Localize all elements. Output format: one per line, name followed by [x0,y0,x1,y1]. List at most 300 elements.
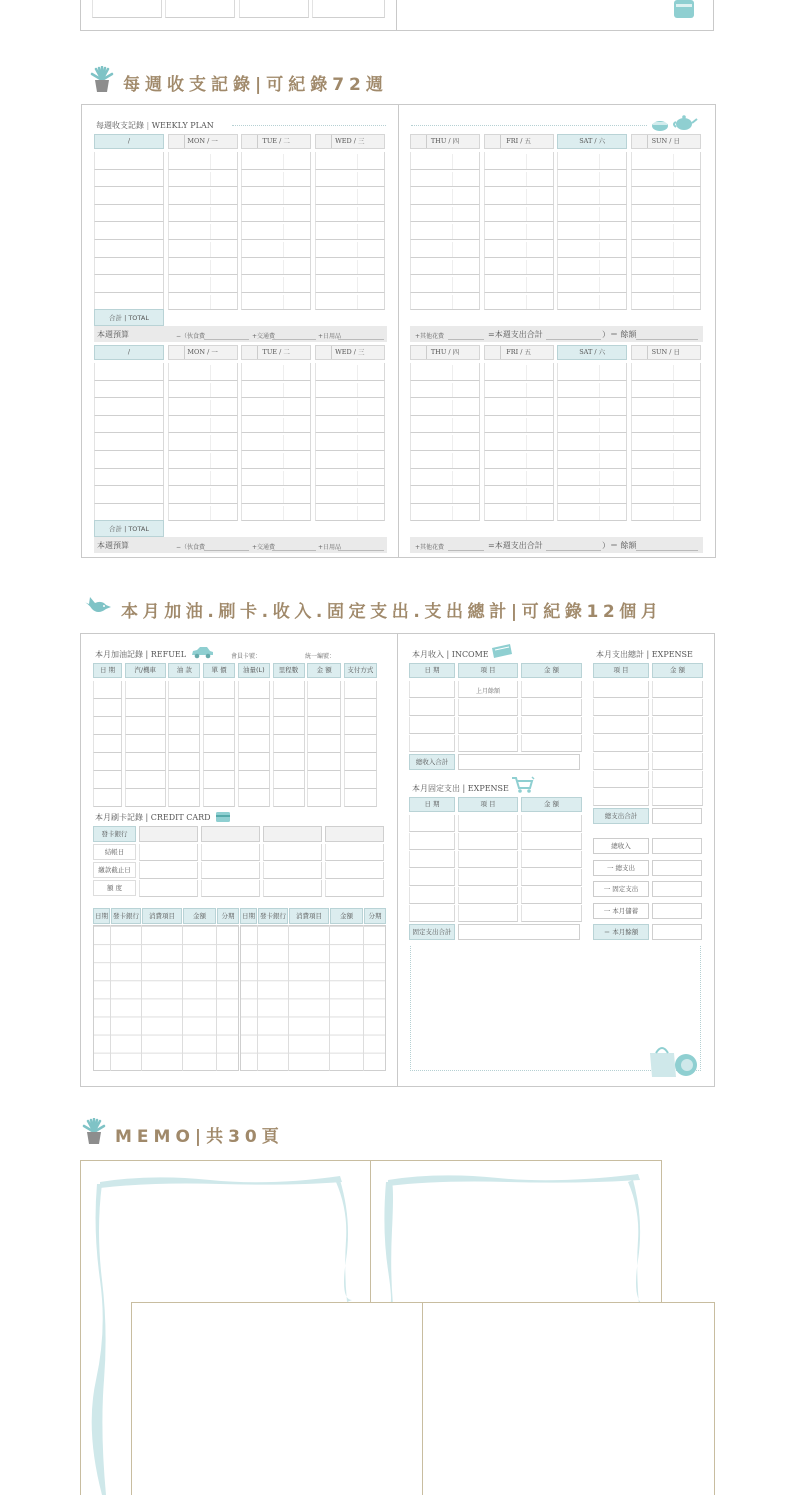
income-cell [458,717,518,734]
cell-split [283,471,284,486]
cell-split [210,471,211,486]
header-divider [500,135,501,148]
refuel-cell [238,699,270,717]
cell-split [283,435,284,450]
table-cell [241,152,311,170]
fixed-cell [409,869,455,886]
cell-split [452,260,453,275]
table-cell [94,433,164,451]
table-cell [484,398,554,416]
cell-split [357,471,358,486]
table-cell [410,258,480,276]
cell-split [452,295,453,310]
table-cell [484,222,554,240]
monthly-section-title: 本月加油.刷卡.收入.固定支出.支出總計|可紀錄12個月 [121,602,663,622]
table-cell [241,170,311,188]
fixed-cell [521,851,582,868]
table-cell [557,258,627,276]
tax-id-label: 統一編號： [305,653,336,660]
refuel-cell [344,735,377,753]
table-cell [315,170,385,188]
credit-log-vline [257,925,258,1071]
refuel-cell [273,699,305,717]
table-cell [410,205,480,223]
table-cell [168,451,238,469]
credit-cell [139,862,198,879]
balance-label: ）＝ 餘額 [602,330,637,340]
budget-underline [338,339,384,340]
table-cell [241,416,311,434]
cell-split [283,400,284,415]
summary-cell [652,838,702,854]
cell-split [526,453,527,468]
memo-front-spine [422,1302,423,1495]
credit-log-vline [110,925,111,1071]
day-header: / [94,345,164,360]
total-label: 合計 | TOTAL [94,520,164,537]
credit-card-info-table [93,826,386,898]
cell-split [452,435,453,450]
table-cell [315,152,385,170]
credit-log-header: 日期 [93,908,110,924]
income-cell [521,699,582,716]
refuel-cell [93,699,122,717]
refuel-cell [238,735,270,753]
table-cell [168,152,238,170]
table-cell [94,170,164,188]
refuel-cell [307,699,341,717]
table-cell [168,170,238,188]
credit-log-vline [182,925,183,1071]
refuel-cell [203,753,235,771]
credit-log-vline [363,925,364,1071]
table-cell [94,416,164,434]
refuel-col-header: 日 期 [93,663,122,678]
refuel-cell [238,717,270,735]
cell-split [210,488,211,503]
budget-underline [338,550,384,551]
refuel-cell [203,771,235,789]
table-cell [410,486,480,504]
day-header: FRI / 五 [484,345,554,360]
weekly-table-right-1 [410,134,703,341]
table-cell [94,258,164,276]
cell-split [210,224,211,239]
table-cell [484,187,554,205]
refuel-cell [93,753,122,771]
table-cell [315,416,385,434]
cell-split [357,154,358,169]
cell-split [599,189,600,204]
fixed-col-header: 日 期 [409,797,455,812]
cell-split [526,277,527,292]
cell-split [210,435,211,450]
credit-cell [325,880,384,897]
cell-split [599,506,600,521]
food-label: −（伙食費 [176,333,206,341]
cell-split [526,400,527,415]
table-cell [557,469,627,487]
cell-split [673,383,674,398]
fixed-cell [458,833,518,850]
refuel-cell [168,753,200,771]
cell-split [599,453,600,468]
cell-split [673,189,674,204]
cell-split [526,154,527,169]
refuel-cell [93,735,122,753]
cell-split [599,435,600,450]
cell-split [526,488,527,503]
cell-split [283,277,284,292]
cell-split [357,488,358,503]
cell-split [452,506,453,521]
cell-split [673,295,674,310]
cell-split [283,383,284,398]
refuel-cell [273,771,305,789]
credit-log-vline [216,925,217,1071]
credit-card-title: 本月刷卡記錄 | CREDIT CARD [95,813,211,822]
expense-col-header: 項 目 [593,663,649,678]
credit-log-header: 日期 [240,908,257,924]
refuel-col-header: 油 款 [168,663,200,678]
income-cell [409,699,455,716]
weekly-header-rule-right [411,125,647,126]
refuel-cell [307,789,341,807]
fixed-total-cell [458,924,580,940]
other-label: +其他花費 [415,333,445,341]
table-cell [410,381,480,399]
cell-split [452,365,453,380]
monthly-spine [397,633,398,1087]
cell-split [673,400,674,415]
summary-label: 總收入 [593,838,649,854]
cell-split [210,154,211,169]
refuel-cell [344,717,377,735]
header-divider [426,346,427,359]
table-cell [315,504,385,522]
day-header: SAT / 六 [557,345,627,360]
table-cell [484,381,554,399]
cell-split [452,418,453,433]
fixed-cell [521,887,582,904]
table-cell [410,152,480,170]
food-label: −（伙食費 [176,544,206,552]
week-total-label: =本週支出合計 [488,541,543,551]
table-cell [631,240,701,258]
fixed-cell [409,887,455,904]
refuel-cell [168,735,200,753]
table-cell [94,381,164,399]
summary-label: 一 總支出 [593,860,649,876]
table-cell [94,293,164,311]
refuel-col-header: 汽/機車 [125,663,166,678]
day-header: / [94,134,164,149]
day-header: MON / 一 [168,345,238,360]
credit-log-vline [141,925,142,1071]
cell-split [526,295,527,310]
balance-underline [448,550,484,551]
cell-split [357,242,358,257]
expense-total-label: 總支出合計 [593,808,649,824]
expense-cell [652,789,703,806]
credit-log-header: 消費項目 [289,908,329,924]
cell-split [283,154,284,169]
refuel-title: 本月加油記錄 | REFUEL [95,650,187,659]
cell-split [452,383,453,398]
budget-underline [204,339,249,340]
table-cell [241,258,311,276]
cell-split [357,383,358,398]
header-divider [257,346,258,359]
cell-split [599,207,600,222]
transport-label: +交通費 [252,333,276,341]
cell-split [452,224,453,239]
income-cell [521,717,582,734]
refuel-cell [125,789,166,807]
table-cell [631,187,701,205]
cell-split [210,295,211,310]
table-cell [631,469,701,487]
cell-split [357,453,358,468]
fixed-cell [458,869,518,886]
refuel-col-header: 里程數 [273,663,305,678]
table-cell [557,187,627,205]
cell-split [210,277,211,292]
table-cell [241,398,311,416]
memo-plant-icon [80,1118,108,1146]
table-cell [168,433,238,451]
fixed-cell [521,869,582,886]
income-total-cell [458,754,580,770]
credit-log-vline [329,925,330,1071]
cell-split [210,506,211,521]
balance-underline [546,339,601,340]
cell-split [210,365,211,380]
table-cell [241,433,311,451]
cell-split [526,506,527,521]
fixed-cell [521,815,582,832]
refuel-cell [203,681,235,699]
refuel-cell [273,735,305,753]
table-cell [484,152,554,170]
cell-split [673,365,674,380]
day-header: THU / 四 [410,134,480,149]
memo-page-front [131,1302,715,1495]
cell-split [599,383,600,398]
table-cell [168,205,238,223]
cell-split [526,418,527,433]
table-cell [557,504,627,522]
table-cell [484,170,554,188]
income-cell [458,699,518,716]
fixed-cell [409,851,455,868]
cell-split [526,435,527,450]
cell-split [283,488,284,503]
table-cell [557,240,627,258]
cell-split [452,453,453,468]
refuel-cell [307,681,341,699]
table-cell [557,152,627,170]
refuel-cell [93,789,122,807]
cell-split [210,207,211,222]
cell-split [283,260,284,275]
cell-split [599,277,600,292]
table-cell [168,363,238,381]
cell-split [210,189,211,204]
table-cell [168,469,238,487]
cell-split [599,400,600,415]
cell-split [673,260,674,275]
expense-cell [652,717,703,734]
table-cell [168,416,238,434]
cell-split [283,224,284,239]
table-cell [631,504,701,522]
table-cell [631,433,701,451]
summary-cell [652,903,702,919]
credit-cell [263,862,322,879]
cell-split [210,260,211,275]
table-cell [557,293,627,311]
refuel-cell [238,789,270,807]
cell-split [673,172,674,187]
table-cell [557,363,627,381]
table-cell [410,187,480,205]
table-cell [484,293,554,311]
header-divider [184,135,185,148]
income-cell [458,735,518,752]
refuel-cell [168,699,200,717]
cell-split [599,154,600,169]
expense-cell [652,699,703,716]
expense-cell [593,699,649,716]
table-cell [557,486,627,504]
cell-split [599,365,600,380]
table-cell [94,486,164,504]
table-cell [241,240,311,258]
daily-label: +日用品 [318,544,342,552]
credit-cell [201,862,260,879]
memo-section-title: MEMO|共30頁 [115,1127,284,1147]
cell-split [599,295,600,310]
credit-cell [325,844,384,861]
refuel-cell [307,753,341,771]
teapot-icon [650,114,698,132]
cell-split [357,189,358,204]
expense-summary-table [593,663,703,943]
table-cell [168,187,238,205]
table-cell [168,381,238,399]
weekly-table-left-1 [94,134,387,341]
fixed-expense-title: 本月固定支出 | EXPENSE [412,784,509,793]
table-cell [315,293,385,311]
table-cell [484,275,554,293]
cell-split [526,471,527,486]
cell-split [599,172,600,187]
shopping-cart-icon [511,776,535,794]
expense-cell [652,771,703,788]
credit-log-vline [288,925,289,1071]
credit-log-header: 金額 [330,908,363,924]
cell-split [210,418,211,433]
cell-split [526,242,527,257]
top-fragment-cells [92,0,385,18]
header-divider [647,135,648,148]
cell-split [357,418,358,433]
memo-back-spine [370,1160,371,1305]
cell-split [673,242,674,257]
credit-bank-cell [263,826,322,842]
table-cell [410,451,480,469]
weekly-header-label: 每週收支記錄 | WEEKLY PLAN [96,121,214,130]
top-page-divider [396,0,397,31]
refuel-cell [238,771,270,789]
table-cell [557,205,627,223]
table-cell [315,381,385,399]
summary-label: 一 固定支出 [593,881,649,897]
table-cell [315,258,385,276]
table-cell [241,187,311,205]
day-header: SUN / 日 [631,134,701,149]
table-cell [241,363,311,381]
summary-cell [652,860,702,876]
table-cell [241,451,311,469]
refuel-cell [273,789,305,807]
table-cell [484,469,554,487]
balance-underline [636,339,698,340]
refuel-cell [168,717,200,735]
refuel-cell [203,717,235,735]
table-cell [557,170,627,188]
cell-split [357,172,358,187]
balance-underline [448,339,484,340]
cell-split [673,471,674,486]
fixed-cell [458,851,518,868]
cell-split [283,242,284,257]
table-cell [94,451,164,469]
cell-split [452,277,453,292]
balance-underline [546,550,601,551]
table-cell [168,222,238,240]
credit-cell [325,862,384,879]
table-cell [484,240,554,258]
table-cell [484,258,554,276]
cell-split [210,383,211,398]
table-cell [410,398,480,416]
expense-cell [593,789,649,806]
weekly-header-rule-left [232,125,386,126]
table-cell [315,240,385,258]
day-header: TUE / 二 [241,345,311,360]
refuel-cell [307,735,341,753]
refuel-cell [203,735,235,753]
cell-split [673,453,674,468]
week-total-label: =本週支出合計 [488,330,543,340]
cell-split [283,295,284,310]
expense-col-header: 金 額 [652,663,703,678]
fixed-expense-table [409,797,581,943]
table-cell [168,398,238,416]
table-cell [94,275,164,293]
cell-split [526,383,527,398]
income-table [409,663,581,773]
table-cell [241,275,311,293]
credit-row-label: 繳款截止日 [93,862,136,878]
credit-row-label: 發卡銀行 [93,826,136,842]
cell-split [673,224,674,239]
cell-split [526,224,527,239]
table-cell [410,170,480,188]
credit-log-header: 分期 [364,908,386,924]
